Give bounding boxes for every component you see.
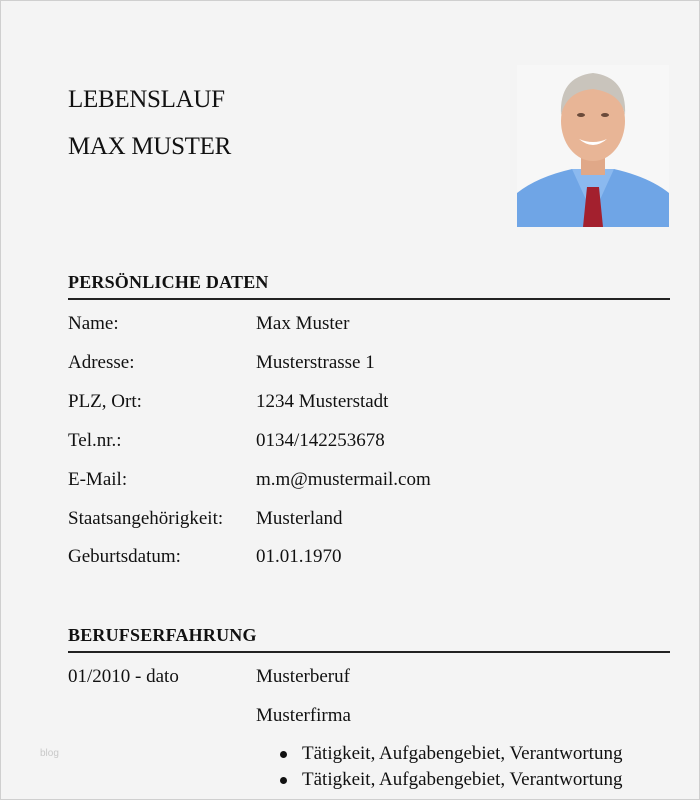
section-divider: [68, 298, 670, 300]
label-nationality: Staatsangehörigkeit:: [68, 508, 224, 529]
value-email: m.m@mustermail.com: [256, 469, 431, 490]
section-heading-personal: PERSÖNLICHE DATEN: [68, 272, 269, 292]
value-zip-city: 1234 Musterstadt: [256, 391, 389, 412]
value-address: Musterstrasse 1: [256, 352, 375, 373]
value-phone: 0134/142253678: [256, 430, 385, 451]
person-name: MAX MUSTER: [68, 133, 231, 160]
task-item: Tätigkeit, Aufgabengebiet, Verantwortung: [280, 743, 622, 765]
label-email: E-Mail:: [68, 469, 128, 490]
watermark: blog: [40, 748, 59, 759]
value-name: Max Muster: [256, 313, 350, 334]
section-divider: [68, 651, 670, 653]
label-phone: Tel.nr.:: [68, 430, 122, 451]
job-title: Musterberuf: [256, 666, 350, 687]
job-period: 01/2010 - dato: [68, 666, 179, 687]
label-address: Adresse:: [68, 352, 135, 373]
document-title: LEBENSLAUF: [68, 86, 225, 113]
label-zip-city: PLZ, Ort:: [68, 391, 142, 412]
task-item: Tätigkeit, Aufgabengebiet, Verantwortung: [280, 769, 622, 791]
section-heading-experience: BERUFSERFAHRUNG: [68, 625, 257, 645]
company-name: Musterfirma: [256, 705, 351, 726]
value-nationality: Musterland: [256, 508, 343, 529]
label-name: Name:: [68, 313, 119, 334]
value-birthdate: 01.01.1970: [256, 546, 342, 567]
label-birthdate: Geburtsdatum:: [68, 546, 181, 567]
profile-photo: [517, 65, 669, 227]
